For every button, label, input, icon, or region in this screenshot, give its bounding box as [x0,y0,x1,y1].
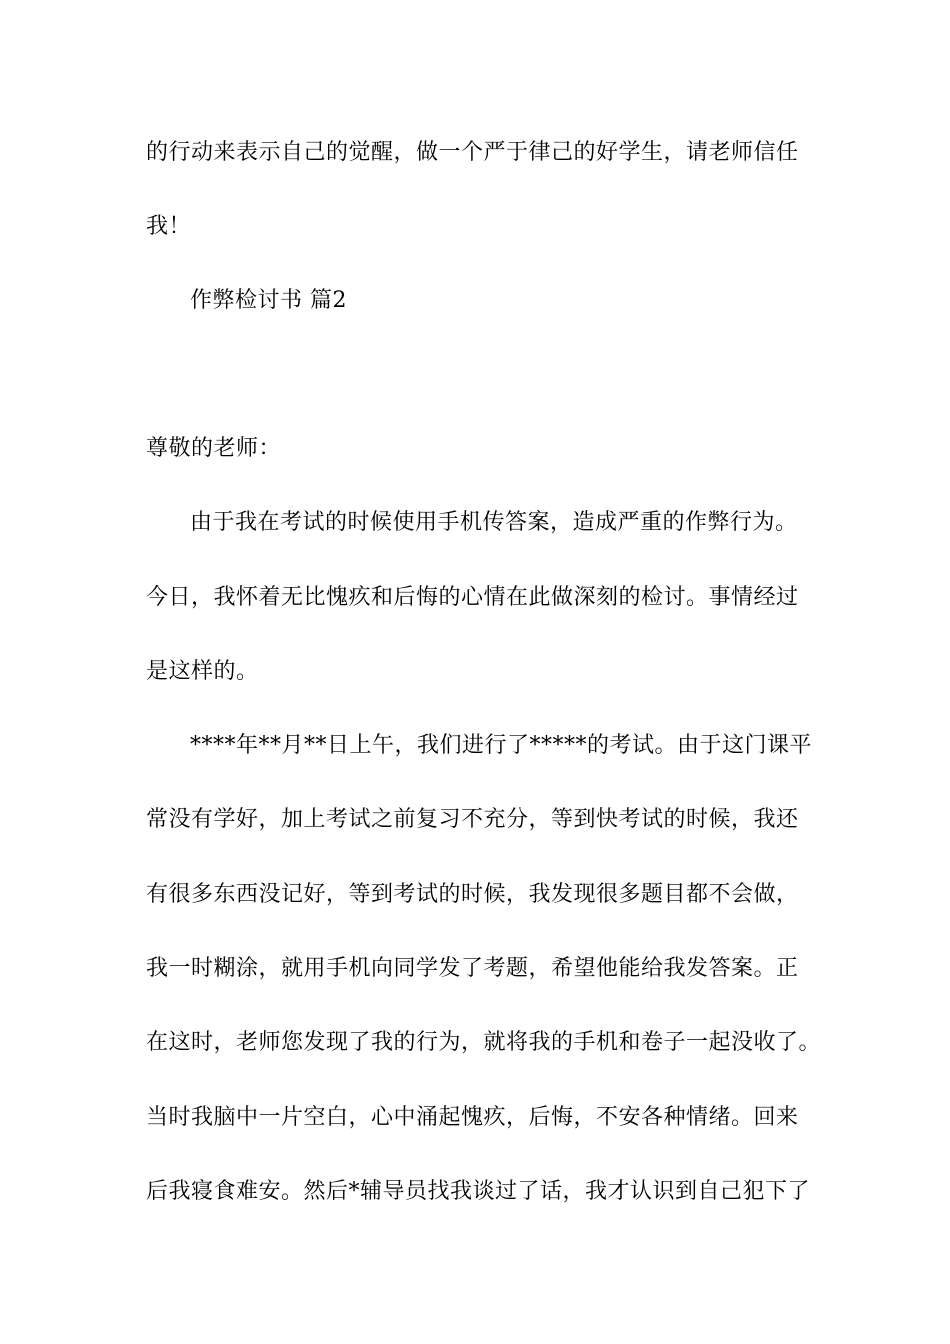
paragraph-line: 由于我在考试的时候使用手机传答案，造成严重的作弊行为。 [190,510,798,535]
salutation: 尊敬的老师： [146,436,282,461]
paragraph-line: 当时我脑中一片空白，心中涌起愧疚，后悔，不安各种情绪。回来 [146,1105,799,1130]
section-heading: 作弊检讨书 篇2 [190,288,347,313]
paragraph-line: 在这时，老师您发现了我的行为，就将我的手机和卷子一起没收了。 [146,1030,822,1055]
paragraph-line: 我一时糊涂，就用手机向同学发了考题，希望他能给我发答案。正 [146,956,799,981]
paragraph-line: 我！ [146,214,192,239]
paragraph-line: 的行动来表示自己的觉醒，做一个严于律己的好学生，请老师信任 [146,140,799,165]
paragraph-line: 是这样的。 [146,659,259,684]
paragraph-line: ****年**月**日上午，我们进行了*****的考试。由于这门课平 [190,733,813,758]
paragraph-line: 今日，我怀着无比愧疚和后悔的心情在此做深刻的检讨。事情经过 [146,585,799,610]
paragraph-line: 后我寝食难安。然后*辅导员找我谈过了话，我才认识到自己犯下了 [146,1179,811,1204]
paragraph-line: 常没有学好，加上考试之前复习不充分，等到快考试的时候，我还 [146,807,799,832]
paragraph-line: 有很多东西没记好，等到考试的时候，我发现很多题目都不会做， [146,882,799,907]
